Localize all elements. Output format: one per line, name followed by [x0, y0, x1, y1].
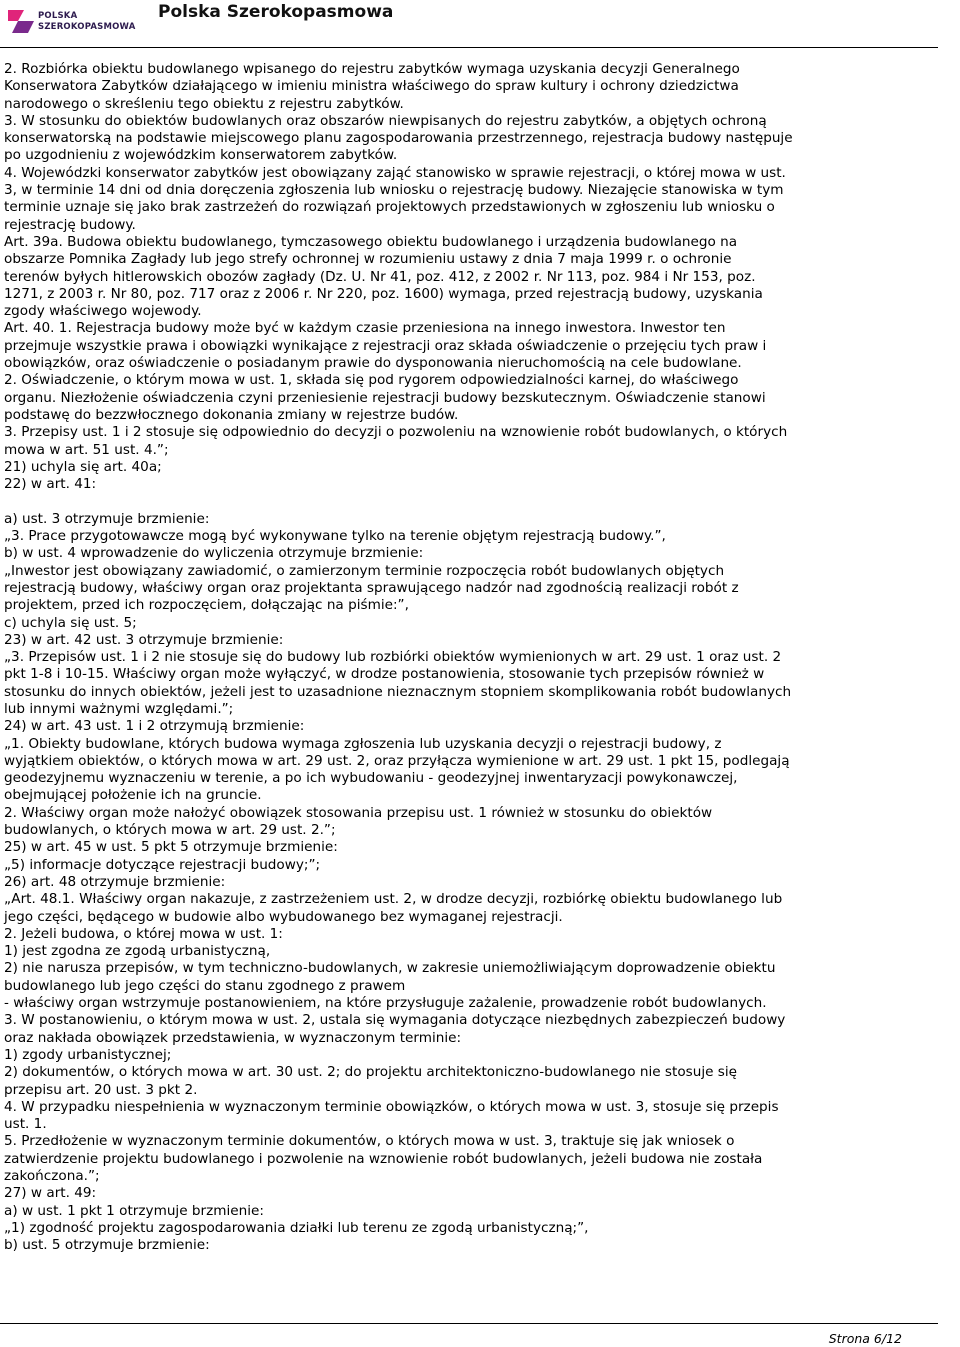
paragraph: 3. W stosunku do obiektów budowlanych oraz obszarów niewpisanych do rejestru zabytków, a objętych ochroną konserwatorską na podstawie miejscowego planu zagospodarowania przestrzennego, rejestracja budowy następuje po uzgodnieniu z wojewódzkim konserwatorem zabytków.: [4, 112, 793, 164]
paragraph: „Art. 48.1. Właściwy organ nakazuje, z zastrzeżeniem ust. 2, w drodze decyzji, rozbiórkę obiektu budowlanego lub jego części, będącego w budowie albo wybudowanego bez wymaganej rejestracji.: [4, 891, 783, 925]
page-number: Strona 6/12: [828, 1331, 902, 1346]
paragraph: 4. Wojewódzki konserwator zabytków jest obowiązany zająć stanowisko w sprawie rejestracji, o której mowa w ust. 3, w terminie 14 dni od dnia doręczenia zgłoszenia lub wniosku o rejestrację budowy. Niezajęcie stanowiska w tym terminie uznaje się jako brak zastrzeżeń do rozwiązań projektowych przedstawionych w zgłoszeniu lub wniosku o rejestrację budowy.: [4, 164, 786, 233]
logo: [6, 6, 136, 40]
paragraph: „Inwestor jest obowiązany zawiadomić, o zamierzonym terminie rozpoczęcia robót budowlanych objętych rejestracją budowy, właściwy organ oraz projektanta sprawującego nadzór nad zgodnością realizacji robót z projektem, przed ich rozpoczęciem, dołączając na piśmie:”,: [4, 562, 739, 614]
paragraph: 22) w art. 41:: [4, 476, 97, 493]
logo-text: [38, 11, 136, 33]
paragraph: 2. Właściwy organ może nałożyć obowiązek stosowania przepisu ust. 1 również w stosunku do obiektów budowlanych, o których mowa w art. 29 ust. 2.”;: [4, 804, 713, 839]
paragraph: 2) dokumentów, o których mowa w art. 30 ust. 2; do projektu architektoniczno-budowlanego nie stosuje się przepisu art. 20 ust. 3 pkt 2.: [4, 1064, 738, 1098]
paragraph: „1) zgodność projektu zagospodarowania działki lub terenu ze zgodą urbanistyczną;”,: [4, 1219, 589, 1236]
paragraph: 25) w art. 45 w ust. 5 pkt 5 otrzymuje brzmienie:: [4, 839, 338, 856]
paragraph: 1) jest zgodna ze zgodą urbanistyczną,: [4, 943, 271, 960]
paragraph: 23) w art. 42 ust. 3 otrzymuje brzmienie:: [4, 631, 284, 648]
paragraph: 5. Przedłożenie w wyznaczonym terminie dokumentów, o których mowa w ust. 3, traktuje się jak wniosek o zatwierdzenie projektu budowlanego i pozwolenie na wznowienie robót budowlanych, jeżeli budowa nie została zakończona.”;: [4, 1133, 763, 1184]
paragraph: Art. 40. 1. Rejestracja budowy może być w każdym czasie przeniesiona na innego inwestora. Inwestor ten przejmuje wszystkie prawa i obowiązki wynikające z rejestracji oraz składa oświadczenie o przejęciu tych praw i obowiązków, oraz oświadczenie o posiadanym prawie do dysponowania nieruchomością na cele budowlane.: [4, 320, 767, 372]
paragraph: 26) art. 48 otrzymuje brzmienie:: [4, 873, 226, 890]
paragraph: 1) zgody urbanistycznej;: [4, 1046, 172, 1063]
paragraph: Art. 39a. Budowa obiektu budowlanego, tymczasowego obiektu budowlanego i urządzenia budowlanego na obszarze Pomnika Zagłady lub jego strefy ochronnej w rozumieniu ustawy z dnia 7 maja 1999 r. o ochronie terenów byłych hitlerowskich obozów zagłady (Dz. U. Nr 41, poz. 412, z 2002 r. Nr 113, poz. 984 i Nr 153, poz. 1271, z 2003 r. Nr 80, poz. 717 oraz z 2006 r. Nr 220, poz. 1600) wymaga, przed rejestracją budowy, uzyskania zgody właściwego wojewody.: [4, 233, 763, 320]
paragraph: 2. Jeżeli budowa, o której mowa w ust. 1:: [4, 925, 283, 942]
page-header: [0, 0, 960, 52]
paragraph: 3. W postanowieniu, o którym mowa w ust. 2, ustala się wymagania dotyczące niezbędnych zabezpieczeń budowy oraz nakłada obowiązek przedstawienia, w wyznaczonym terminie:: [4, 1012, 786, 1046]
header-divider: [0, 47, 938, 48]
document-body: [4, 61, 960, 1254]
logo-line-2: SZEROKOPASMOWA: [38, 22, 136, 32]
paragraph: „1. Obiekty budowlane, których budowa wymaga zgłoszenia lub uzyskania decyzji o rejestracji budowy, z wyjątkiem obiektów, o których mowa w art. 29 ust. 2, oraz przyłącza wymienione w art. 29 ust. 1 pkt 15, podlegają geodezyjnemu wyznaczeniu w terenie, a po ich wybudowaniu - geodezyjnej inwentaryzacji powykonawczej, obejmującej położenie ich na gruncie.: [4, 735, 790, 804]
paragraph: 27) w art. 49:: [4, 1185, 97, 1202]
logo-line-1: POLSKA: [38, 11, 78, 21]
paragraph: „3. Prace przygotowawcze mogą być wykonywane tylko na terenie objętym rejestracją budowy.”,: [4, 528, 666, 545]
paragraph: a) ust. 3 otrzymuje brzmienie:: [4, 510, 210, 527]
logo-mark-icon: [6, 6, 36, 36]
paragraph: - właściwy organ wstrzymuje postanowieniem, na które przysługuje zażalenie, prowadzenie robót budowlanych.: [4, 995, 767, 1012]
site-title: Polska Szerokopasmowa: [158, 2, 394, 22]
paragraph: 3. Przepisy ust. 1 i 2 stosuje się odpowiednio do decyzji o pozwoleniu na wznowienie robót budowlanych, o których mowa w art. 51 ust. 4.”;: [4, 424, 788, 458]
footer-divider: [0, 1323, 938, 1324]
paragraph: b) ust. 5 otrzymuje brzmienie:: [4, 1237, 210, 1254]
paragraph: a) w ust. 1 pkt 1 otrzymuje brzmienie:: [4, 1202, 264, 1219]
paragraph: 2) nie narusza przepisów, w tym techniczno-budowlanych, w zakresie uniemożliwiającym doprowadzenie obiektu budowlanego lub jego części do stanu zgodnego z prawem: [4, 960, 776, 994]
paragraph: „5) informacje dotyczące rejestracji budowy;”;: [4, 856, 321, 873]
paragraph: c) uchyla się ust. 5;: [4, 614, 137, 631]
paragraph: 21) uchyla się art. 40a;: [4, 458, 162, 475]
paragraph: 2. Rozbiórka obiektu budowlanego wpisanego do rejestru zabytków wymaga uzyskania decyzji Generalnego Konserwatora Zabytków działającego w imieniu ministra właściwego do spraw kultury i ochrony dziedzictwa narodowego o skreśleniu tego obiektu z rejestru zabytków.: [4, 61, 740, 112]
paragraph: 24) w art. 43 ust. 1 i 2 otrzymują brzmienie:: [4, 718, 305, 735]
paragraph: 4. W przypadku niespełnienia w wyznaczonym terminie obowiązków, o których mowa w ust. 3, stosuje się przepis ust. 1.: [4, 1098, 779, 1133]
paragraph: b) w ust. 4 wprowadzenie do wyliczenia otrzymuje brzmienie:: [4, 545, 424, 562]
paragraph: „3. Przepisów ust. 1 i 2 nie stosuje się do budowy lub rozbiórki obiektów wymienionych w art. 29 ust. 1 oraz ust. 2 pkt 1-8 i 10-15. Właściwy organ może wyłączyć, w drodze postanowienia, stosowanie tych przepisów również w stosunku do innych obiektów, jeżeli jest to uzasadnione nieznacznym stopniem skomplikowania robót budowlanych lub innymi ważnymi względami.”;: [4, 649, 792, 717]
paragraph: 2. Oświadczenie, o którym mowa w ust. 1, składa się pod rygorem odpowiedzialności karnej, do właściwego organu. Niezłożenie oświadczenia czyni przeniesienie rejestracji budowy bezskutecznym. Oświadczenie stanowi podstawę do bezzwłocznego dokonania zmiany w rejestrze budów.: [4, 372, 766, 423]
